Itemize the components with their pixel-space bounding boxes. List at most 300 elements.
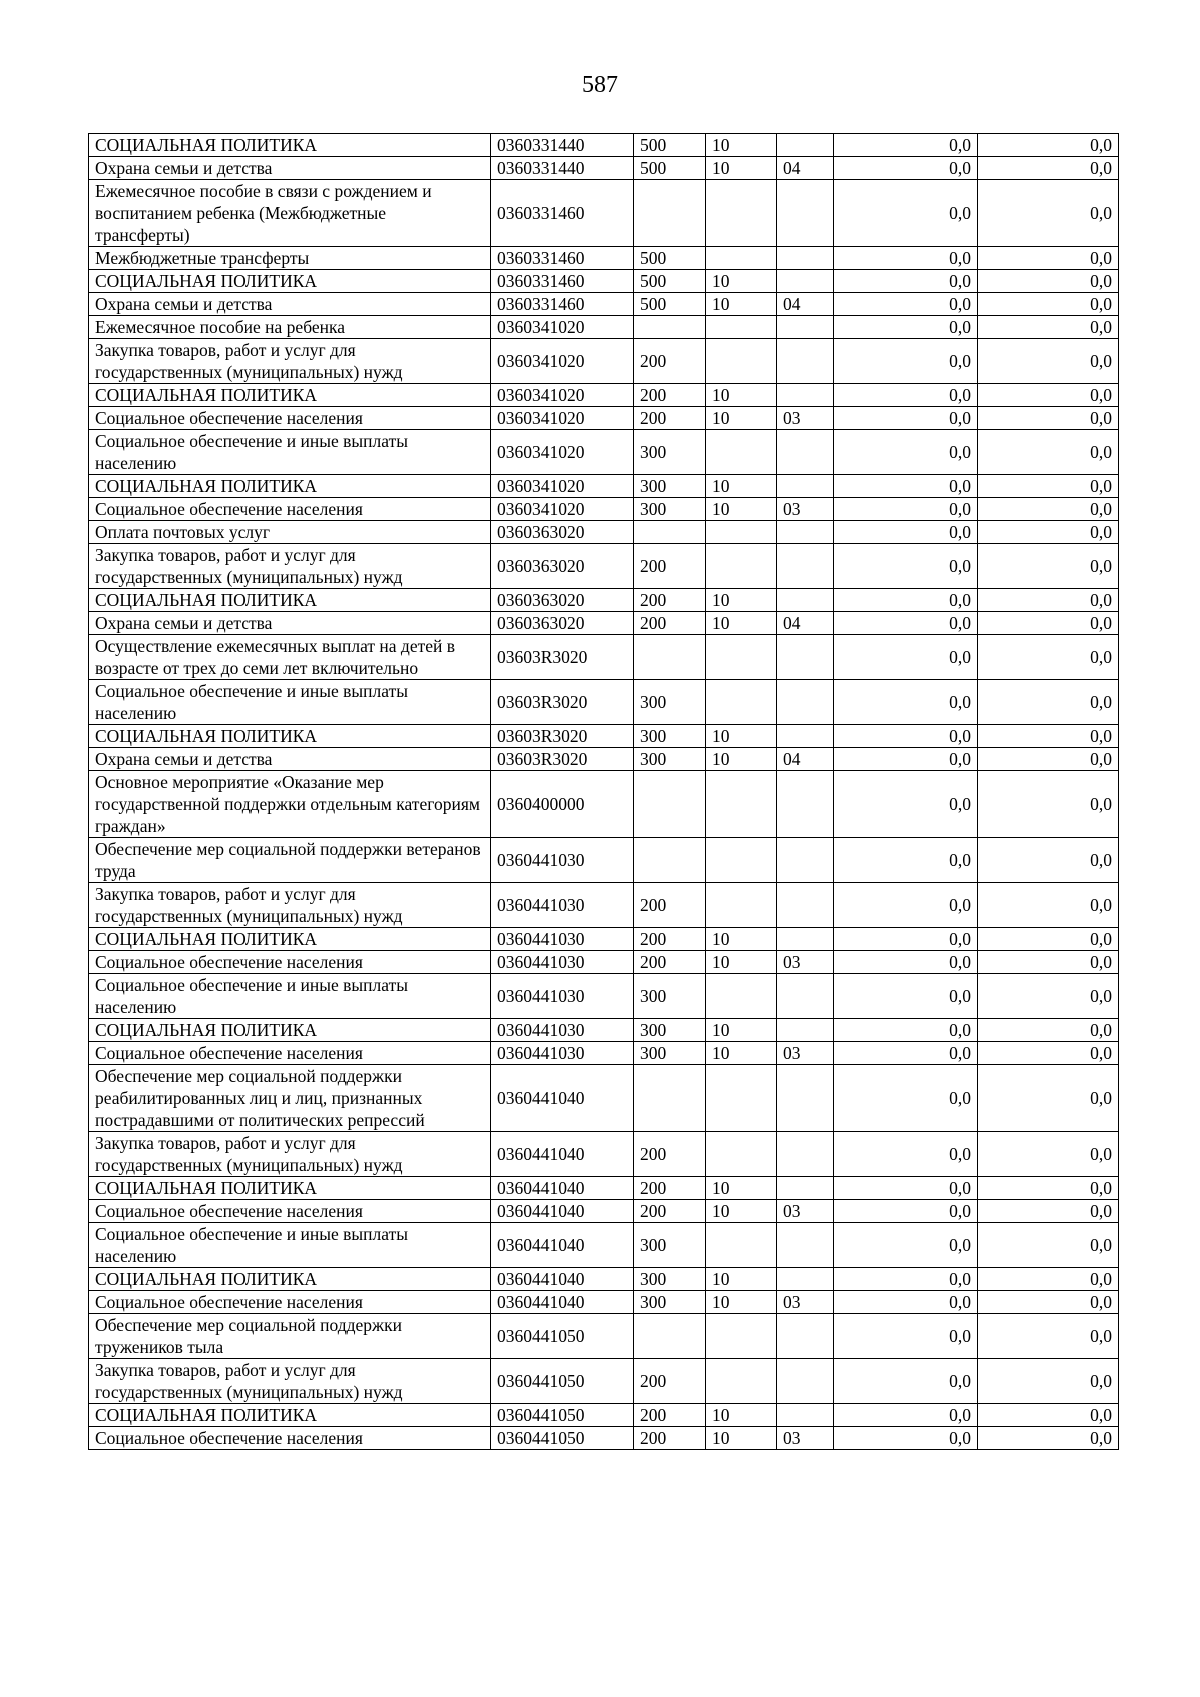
section-cell	[706, 1314, 777, 1359]
subsection-cell	[777, 725, 834, 748]
target-article-code-cell: 0360363020	[491, 612, 634, 635]
amount-2-cell: 0,0	[978, 498, 1119, 521]
target-article-code-cell: 0360441040	[491, 1065, 634, 1132]
amount-1-cell: 0,0	[834, 1019, 978, 1042]
target-article-code-cell: 0360331460	[491, 180, 634, 247]
table-row	[89, 521, 1119, 544]
expense-type-cell: 300	[634, 1223, 706, 1268]
amount-1-cell: 0,0	[834, 521, 978, 544]
subsection-cell	[777, 430, 834, 475]
subsection-cell	[777, 680, 834, 725]
row-name-cell: Закупка товаров, работ и услуг для государственных (муниципальных) нужд	[89, 544, 491, 589]
target-article-code-cell: 0360341020	[491, 430, 634, 475]
table-row	[89, 407, 1119, 430]
target-article-code-cell: 0360441040	[491, 1200, 634, 1223]
subsection-cell	[777, 1404, 834, 1427]
subsection-cell: 03	[777, 407, 834, 430]
amount-2-cell: 0,0	[978, 1427, 1119, 1450]
section-cell	[706, 1065, 777, 1132]
amount-2-cell: 0,0	[978, 544, 1119, 589]
row-name-cell: Обеспечение мер социальной поддержки тружеников тыла	[89, 1314, 491, 1359]
subsection-cell	[777, 974, 834, 1019]
expense-type-cell: 500	[634, 247, 706, 270]
subsection-cell: 04	[777, 293, 834, 316]
table-row	[89, 589, 1119, 612]
expense-type-cell	[634, 316, 706, 339]
expense-type-cell: 300	[634, 974, 706, 1019]
subsection-cell	[777, 521, 834, 544]
table-row	[89, 1291, 1119, 1314]
expense-type-cell: 300	[634, 1268, 706, 1291]
amount-1-cell: 0,0	[834, 316, 978, 339]
table-row	[89, 1065, 1119, 1132]
target-article-code-cell: 03603R3020	[491, 635, 634, 680]
target-article-code-cell: 0360331460	[491, 247, 634, 270]
expense-type-cell: 300	[634, 1019, 706, 1042]
row-name-cell: Социальное обеспечение населения	[89, 1200, 491, 1223]
expense-type-cell: 300	[634, 680, 706, 725]
amount-2-cell: 0,0	[978, 339, 1119, 384]
table-row	[89, 838, 1119, 883]
table-row	[89, 339, 1119, 384]
table-row	[89, 430, 1119, 475]
expense-type-cell	[634, 180, 706, 247]
expense-type-cell	[634, 521, 706, 544]
table-row	[89, 1019, 1119, 1042]
row-name-cell: СОЦИАЛЬНАЯ ПОЛИТИКА	[89, 270, 491, 293]
row-name-cell: Обеспечение мер социальной поддержки реабилитированных лиц и лиц, признанных пострадавшими от политических репрессий	[89, 1065, 491, 1132]
row-name-cell: Социальное обеспечение населения	[89, 1427, 491, 1450]
section-cell: 10	[706, 1268, 777, 1291]
subsection-cell	[777, 1268, 834, 1291]
amount-1-cell: 0,0	[834, 1359, 978, 1404]
target-article-code-cell: 0360441030	[491, 974, 634, 1019]
amount-2-cell: 0,0	[978, 1291, 1119, 1314]
amount-1-cell: 0,0	[834, 339, 978, 384]
subsection-cell	[777, 1132, 834, 1177]
subsection-cell: 03	[777, 1200, 834, 1223]
table-row	[89, 1359, 1119, 1404]
amount-2-cell: 0,0	[978, 612, 1119, 635]
target-article-code-cell: 0360441030	[491, 951, 634, 974]
target-article-code-cell: 0360441030	[491, 883, 634, 928]
target-article-code-cell: 0360441040	[491, 1291, 634, 1314]
expense-type-cell: 300	[634, 1291, 706, 1314]
target-article-code-cell: 0360441040	[491, 1132, 634, 1177]
section-cell: 10	[706, 1019, 777, 1042]
section-cell: 10	[706, 951, 777, 974]
amount-1-cell: 0,0	[834, 1042, 978, 1065]
row-name-cell: СОЦИАЛЬНАЯ ПОЛИТИКА	[89, 725, 491, 748]
target-article-code-cell: 0360363020	[491, 589, 634, 612]
section-cell: 10	[706, 612, 777, 635]
amount-1-cell: 0,0	[834, 1223, 978, 1268]
section-cell: 10	[706, 157, 777, 180]
section-cell	[706, 180, 777, 247]
row-name-cell: Социальное обеспечение населения	[89, 407, 491, 430]
amount-2-cell: 0,0	[978, 1065, 1119, 1132]
subsection-cell	[777, 1314, 834, 1359]
table-row	[89, 384, 1119, 407]
table-row	[89, 1314, 1119, 1359]
section-cell: 10	[706, 1427, 777, 1450]
table-row	[89, 748, 1119, 771]
row-name-cell: Социальное обеспечение населения	[89, 1042, 491, 1065]
row-name-cell: Закупка товаров, работ и услуг для государственных (муниципальных) нужд	[89, 1359, 491, 1404]
expense-type-cell	[634, 771, 706, 838]
expense-type-cell: 200	[634, 339, 706, 384]
target-article-code-cell: 0360331440	[491, 157, 634, 180]
row-name-cell: Закупка товаров, работ и услуг для государственных (муниципальных) нужд	[89, 339, 491, 384]
target-article-code-cell: 0360363020	[491, 521, 634, 544]
expense-type-cell: 200	[634, 951, 706, 974]
expense-type-cell: 500	[634, 270, 706, 293]
amount-1-cell: 0,0	[834, 635, 978, 680]
amount-2-cell: 0,0	[978, 725, 1119, 748]
row-name-cell: Социальное обеспечение населения	[89, 951, 491, 974]
subsection-cell: 03	[777, 1042, 834, 1065]
amount-1-cell: 0,0	[834, 1427, 978, 1450]
row-name-cell: СОЦИАЛЬНАЯ ПОЛИТИКА	[89, 1177, 491, 1200]
section-cell	[706, 339, 777, 384]
target-article-code-cell: 0360441040	[491, 1223, 634, 1268]
row-name-cell: Обеспечение мер социальной поддержки ветеранов труда	[89, 838, 491, 883]
subsection-cell	[777, 838, 834, 883]
amount-2-cell: 0,0	[978, 1223, 1119, 1268]
expense-type-cell	[634, 1314, 706, 1359]
expense-type-cell: 500	[634, 157, 706, 180]
amount-1-cell: 0,0	[834, 748, 978, 771]
section-cell	[706, 680, 777, 725]
subsection-cell	[777, 384, 834, 407]
subsection-cell	[777, 928, 834, 951]
section-cell: 10	[706, 270, 777, 293]
subsection-cell: 04	[777, 748, 834, 771]
section-cell: 10	[706, 293, 777, 316]
amount-1-cell: 0,0	[834, 1200, 978, 1223]
section-cell	[706, 544, 777, 589]
amount-1-cell: 0,0	[834, 771, 978, 838]
subsection-cell: 04	[777, 612, 834, 635]
table-row	[89, 951, 1119, 974]
section-cell	[706, 838, 777, 883]
subsection-cell	[777, 544, 834, 589]
expense-type-cell: 300	[634, 498, 706, 521]
row-name-cell: СОЦИАЛЬНАЯ ПОЛИТИКА	[89, 384, 491, 407]
amount-2-cell: 0,0	[978, 883, 1119, 928]
amount-1-cell: 0,0	[834, 293, 978, 316]
section-cell: 10	[706, 928, 777, 951]
table-row	[89, 635, 1119, 680]
subsection-cell	[777, 247, 834, 270]
subsection-cell	[777, 316, 834, 339]
target-article-code-cell: 0360441040	[491, 1268, 634, 1291]
amount-2-cell: 0,0	[978, 680, 1119, 725]
target-article-code-cell: 0360341020	[491, 475, 634, 498]
table-row	[89, 1132, 1119, 1177]
table-row	[89, 1177, 1119, 1200]
amount-2-cell: 0,0	[978, 771, 1119, 838]
section-cell: 10	[706, 1200, 777, 1223]
row-name-cell: Межбюджетные трансферты	[89, 247, 491, 270]
amount-2-cell: 0,0	[978, 1019, 1119, 1042]
row-name-cell: Социальное обеспечение и иные выплаты населению	[89, 974, 491, 1019]
table-row	[89, 134, 1119, 157]
expense-type-cell: 500	[634, 293, 706, 316]
subsection-cell	[777, 1359, 834, 1404]
table-row	[89, 1404, 1119, 1427]
subsection-cell: 03	[777, 1291, 834, 1314]
subsection-cell	[777, 134, 834, 157]
table-row	[89, 1042, 1119, 1065]
amount-2-cell: 0,0	[978, 838, 1119, 883]
expense-type-cell: 200	[634, 1404, 706, 1427]
amount-2-cell: 0,0	[978, 293, 1119, 316]
expense-type-cell: 200	[634, 928, 706, 951]
subsection-cell	[777, 475, 834, 498]
amount-2-cell: 0,0	[978, 316, 1119, 339]
section-cell	[706, 430, 777, 475]
section-cell: 10	[706, 498, 777, 521]
row-name-cell: Охрана семьи и детства	[89, 157, 491, 180]
section-cell	[706, 1132, 777, 1177]
expense-type-cell: 200	[634, 883, 706, 928]
target-article-code-cell: 0360441050	[491, 1359, 634, 1404]
budget-table	[88, 133, 1119, 1450]
target-article-code-cell: 03603R3020	[491, 748, 634, 771]
amount-2-cell: 0,0	[978, 1404, 1119, 1427]
target-article-code-cell: 0360441030	[491, 1042, 634, 1065]
amount-1-cell: 0,0	[834, 1132, 978, 1177]
target-article-code-cell: 0360441050	[491, 1404, 634, 1427]
expense-type-cell: 300	[634, 475, 706, 498]
row-name-cell: Основное мероприятие «Оказание мер государственной поддержки отдельным категориям граждан»	[89, 771, 491, 838]
table-row	[89, 1200, 1119, 1223]
target-article-code-cell: 0360441030	[491, 838, 634, 883]
row-name-cell: Ежемесячное пособие в связи с рождением и воспитанием ребенка (Межбюджетные трансферты)	[89, 180, 491, 247]
amount-1-cell: 0,0	[834, 407, 978, 430]
subsection-cell: 03	[777, 951, 834, 974]
expense-type-cell	[634, 838, 706, 883]
amount-1-cell: 0,0	[834, 1177, 978, 1200]
section-cell	[706, 883, 777, 928]
row-name-cell: СОЦИАЛЬНАЯ ПОЛИТИКА	[89, 589, 491, 612]
table-row	[89, 974, 1119, 1019]
target-article-code-cell: 0360331440	[491, 134, 634, 157]
section-cell: 10	[706, 475, 777, 498]
amount-2-cell: 0,0	[978, 589, 1119, 612]
row-name-cell: Социальное обеспечение населения	[89, 498, 491, 521]
row-name-cell: Социальное обеспечение и иные выплаты населению	[89, 1223, 491, 1268]
section-cell	[706, 1223, 777, 1268]
section-cell	[706, 316, 777, 339]
table-row	[89, 771, 1119, 838]
expense-type-cell: 200	[634, 589, 706, 612]
subsection-cell	[777, 1065, 834, 1132]
amount-1-cell: 0,0	[834, 725, 978, 748]
amount-2-cell: 0,0	[978, 951, 1119, 974]
amount-2-cell: 0,0	[978, 635, 1119, 680]
amount-1-cell: 0,0	[834, 1268, 978, 1291]
amount-2-cell: 0,0	[978, 1314, 1119, 1359]
amount-2-cell: 0,0	[978, 180, 1119, 247]
expense-type-cell: 200	[634, 1177, 706, 1200]
row-name-cell: Закупка товаров, работ и услуг для государственных (муниципальных) нужд	[89, 883, 491, 928]
target-article-code-cell: 0360400000	[491, 771, 634, 838]
amount-2-cell: 0,0	[978, 1042, 1119, 1065]
amount-2-cell: 0,0	[978, 1177, 1119, 1200]
section-cell: 10	[706, 1291, 777, 1314]
amount-2-cell: 0,0	[978, 430, 1119, 475]
subsection-cell: 04	[777, 157, 834, 180]
expense-type-cell: 300	[634, 1042, 706, 1065]
subsection-cell	[777, 1177, 834, 1200]
target-article-code-cell: 0360341020	[491, 316, 634, 339]
row-name-cell: СОЦИАЛЬНАЯ ПОЛИТИКА	[89, 1019, 491, 1042]
table-row	[89, 1268, 1119, 1291]
section-cell: 10	[706, 725, 777, 748]
row-name-cell: Социальное обеспечение и иные выплаты населению	[89, 430, 491, 475]
subsection-cell	[777, 883, 834, 928]
expense-type-cell: 200	[634, 1200, 706, 1223]
row-name-cell: Ежемесячное пособие на ребенка	[89, 316, 491, 339]
amount-2-cell: 0,0	[978, 1359, 1119, 1404]
row-name-cell: Охрана семьи и детства	[89, 748, 491, 771]
row-name-cell: СОЦИАЛЬНАЯ ПОЛИТИКА	[89, 134, 491, 157]
table-row	[89, 544, 1119, 589]
target-article-code-cell: 0360441040	[491, 1177, 634, 1200]
amount-2-cell: 0,0	[978, 384, 1119, 407]
table-row	[89, 247, 1119, 270]
amount-1-cell: 0,0	[834, 180, 978, 247]
target-article-code-cell: 0360363020	[491, 544, 634, 589]
target-article-code-cell: 0360331460	[491, 293, 634, 316]
table-row	[89, 928, 1119, 951]
target-article-code-cell: 0360341020	[491, 384, 634, 407]
target-article-code-cell: 0360441030	[491, 928, 634, 951]
amount-2-cell: 0,0	[978, 157, 1119, 180]
target-article-code-cell: 0360441030	[491, 1019, 634, 1042]
section-cell	[706, 974, 777, 1019]
expense-type-cell: 200	[634, 544, 706, 589]
table-row	[89, 157, 1119, 180]
section-cell: 10	[706, 1042, 777, 1065]
section-cell	[706, 1359, 777, 1404]
expense-type-cell: 300	[634, 748, 706, 771]
amount-2-cell: 0,0	[978, 1200, 1119, 1223]
table-row	[89, 475, 1119, 498]
row-name-cell: Социальное обеспечение и иные выплаты населению	[89, 680, 491, 725]
amount-2-cell: 0,0	[978, 134, 1119, 157]
target-article-code-cell: 03603R3020	[491, 680, 634, 725]
expense-type-cell: 200	[634, 407, 706, 430]
expense-type-cell: 200	[634, 1132, 706, 1177]
amount-1-cell: 0,0	[834, 838, 978, 883]
subsection-cell: 03	[777, 498, 834, 521]
section-cell	[706, 635, 777, 680]
subsection-cell	[777, 1223, 834, 1268]
amount-2-cell: 0,0	[978, 1132, 1119, 1177]
amount-1-cell: 0,0	[834, 928, 978, 951]
amount-1-cell: 0,0	[834, 134, 978, 157]
amount-2-cell: 0,0	[978, 974, 1119, 1019]
page-number: 587	[582, 72, 618, 98]
table-row	[89, 680, 1119, 725]
amount-1-cell: 0,0	[834, 680, 978, 725]
target-article-code-cell: 0360441050	[491, 1314, 634, 1359]
amount-1-cell: 0,0	[834, 1065, 978, 1132]
expense-type-cell	[634, 1065, 706, 1132]
amount-2-cell: 0,0	[978, 475, 1119, 498]
row-name-cell: Социальное обеспечение населения	[89, 1291, 491, 1314]
amount-1-cell: 0,0	[834, 430, 978, 475]
table-row	[89, 293, 1119, 316]
amount-2-cell: 0,0	[978, 407, 1119, 430]
subsection-cell	[777, 589, 834, 612]
subsection-cell	[777, 180, 834, 247]
amount-2-cell: 0,0	[978, 521, 1119, 544]
section-cell	[706, 247, 777, 270]
row-name-cell: Закупка товаров, работ и услуг для государственных (муниципальных) нужд	[89, 1132, 491, 1177]
table-row	[89, 612, 1119, 635]
section-cell: 10	[706, 134, 777, 157]
expense-type-cell: 500	[634, 134, 706, 157]
target-article-code-cell: 0360341020	[491, 407, 634, 430]
amount-2-cell: 0,0	[978, 928, 1119, 951]
amount-1-cell: 0,0	[834, 270, 978, 293]
amount-1-cell: 0,0	[834, 384, 978, 407]
row-name-cell: Охрана семьи и детства	[89, 293, 491, 316]
table-row	[89, 316, 1119, 339]
section-cell: 10	[706, 748, 777, 771]
amount-1-cell: 0,0	[834, 589, 978, 612]
amount-1-cell: 0,0	[834, 1404, 978, 1427]
amount-1-cell: 0,0	[834, 974, 978, 1019]
section-cell: 10	[706, 407, 777, 430]
target-article-code-cell: 03603R3020	[491, 725, 634, 748]
subsection-cell	[777, 635, 834, 680]
subsection-cell	[777, 270, 834, 293]
table-row	[89, 180, 1119, 247]
expense-type-cell: 300	[634, 725, 706, 748]
table-row	[89, 1223, 1119, 1268]
target-article-code-cell: 0360341020	[491, 339, 634, 384]
amount-2-cell: 0,0	[978, 270, 1119, 293]
amount-1-cell: 0,0	[834, 247, 978, 270]
table-row	[89, 1427, 1119, 1450]
target-article-code-cell: 0360441050	[491, 1427, 634, 1450]
expense-type-cell: 200	[634, 1427, 706, 1450]
amount-1-cell: 0,0	[834, 951, 978, 974]
amount-1-cell: 0,0	[834, 612, 978, 635]
target-article-code-cell: 0360331460	[491, 270, 634, 293]
amount-1-cell: 0,0	[834, 883, 978, 928]
subsection-cell	[777, 771, 834, 838]
row-name-cell: СОЦИАЛЬНАЯ ПОЛИТИКА	[89, 1404, 491, 1427]
row-name-cell: СОЦИАЛЬНАЯ ПОЛИТИКА	[89, 1268, 491, 1291]
table-row	[89, 883, 1119, 928]
row-name-cell: СОЦИАЛЬНАЯ ПОЛИТИКА	[89, 928, 491, 951]
target-article-code-cell: 0360341020	[491, 498, 634, 521]
subsection-cell	[777, 339, 834, 384]
amount-1-cell: 0,0	[834, 475, 978, 498]
row-name-cell: СОЦИАЛЬНАЯ ПОЛИТИКА	[89, 475, 491, 498]
table-row	[89, 498, 1119, 521]
amount-1-cell: 0,0	[834, 157, 978, 180]
table-body	[89, 134, 1119, 1450]
table-row	[89, 725, 1119, 748]
row-name-cell: Охрана семьи и детства	[89, 612, 491, 635]
